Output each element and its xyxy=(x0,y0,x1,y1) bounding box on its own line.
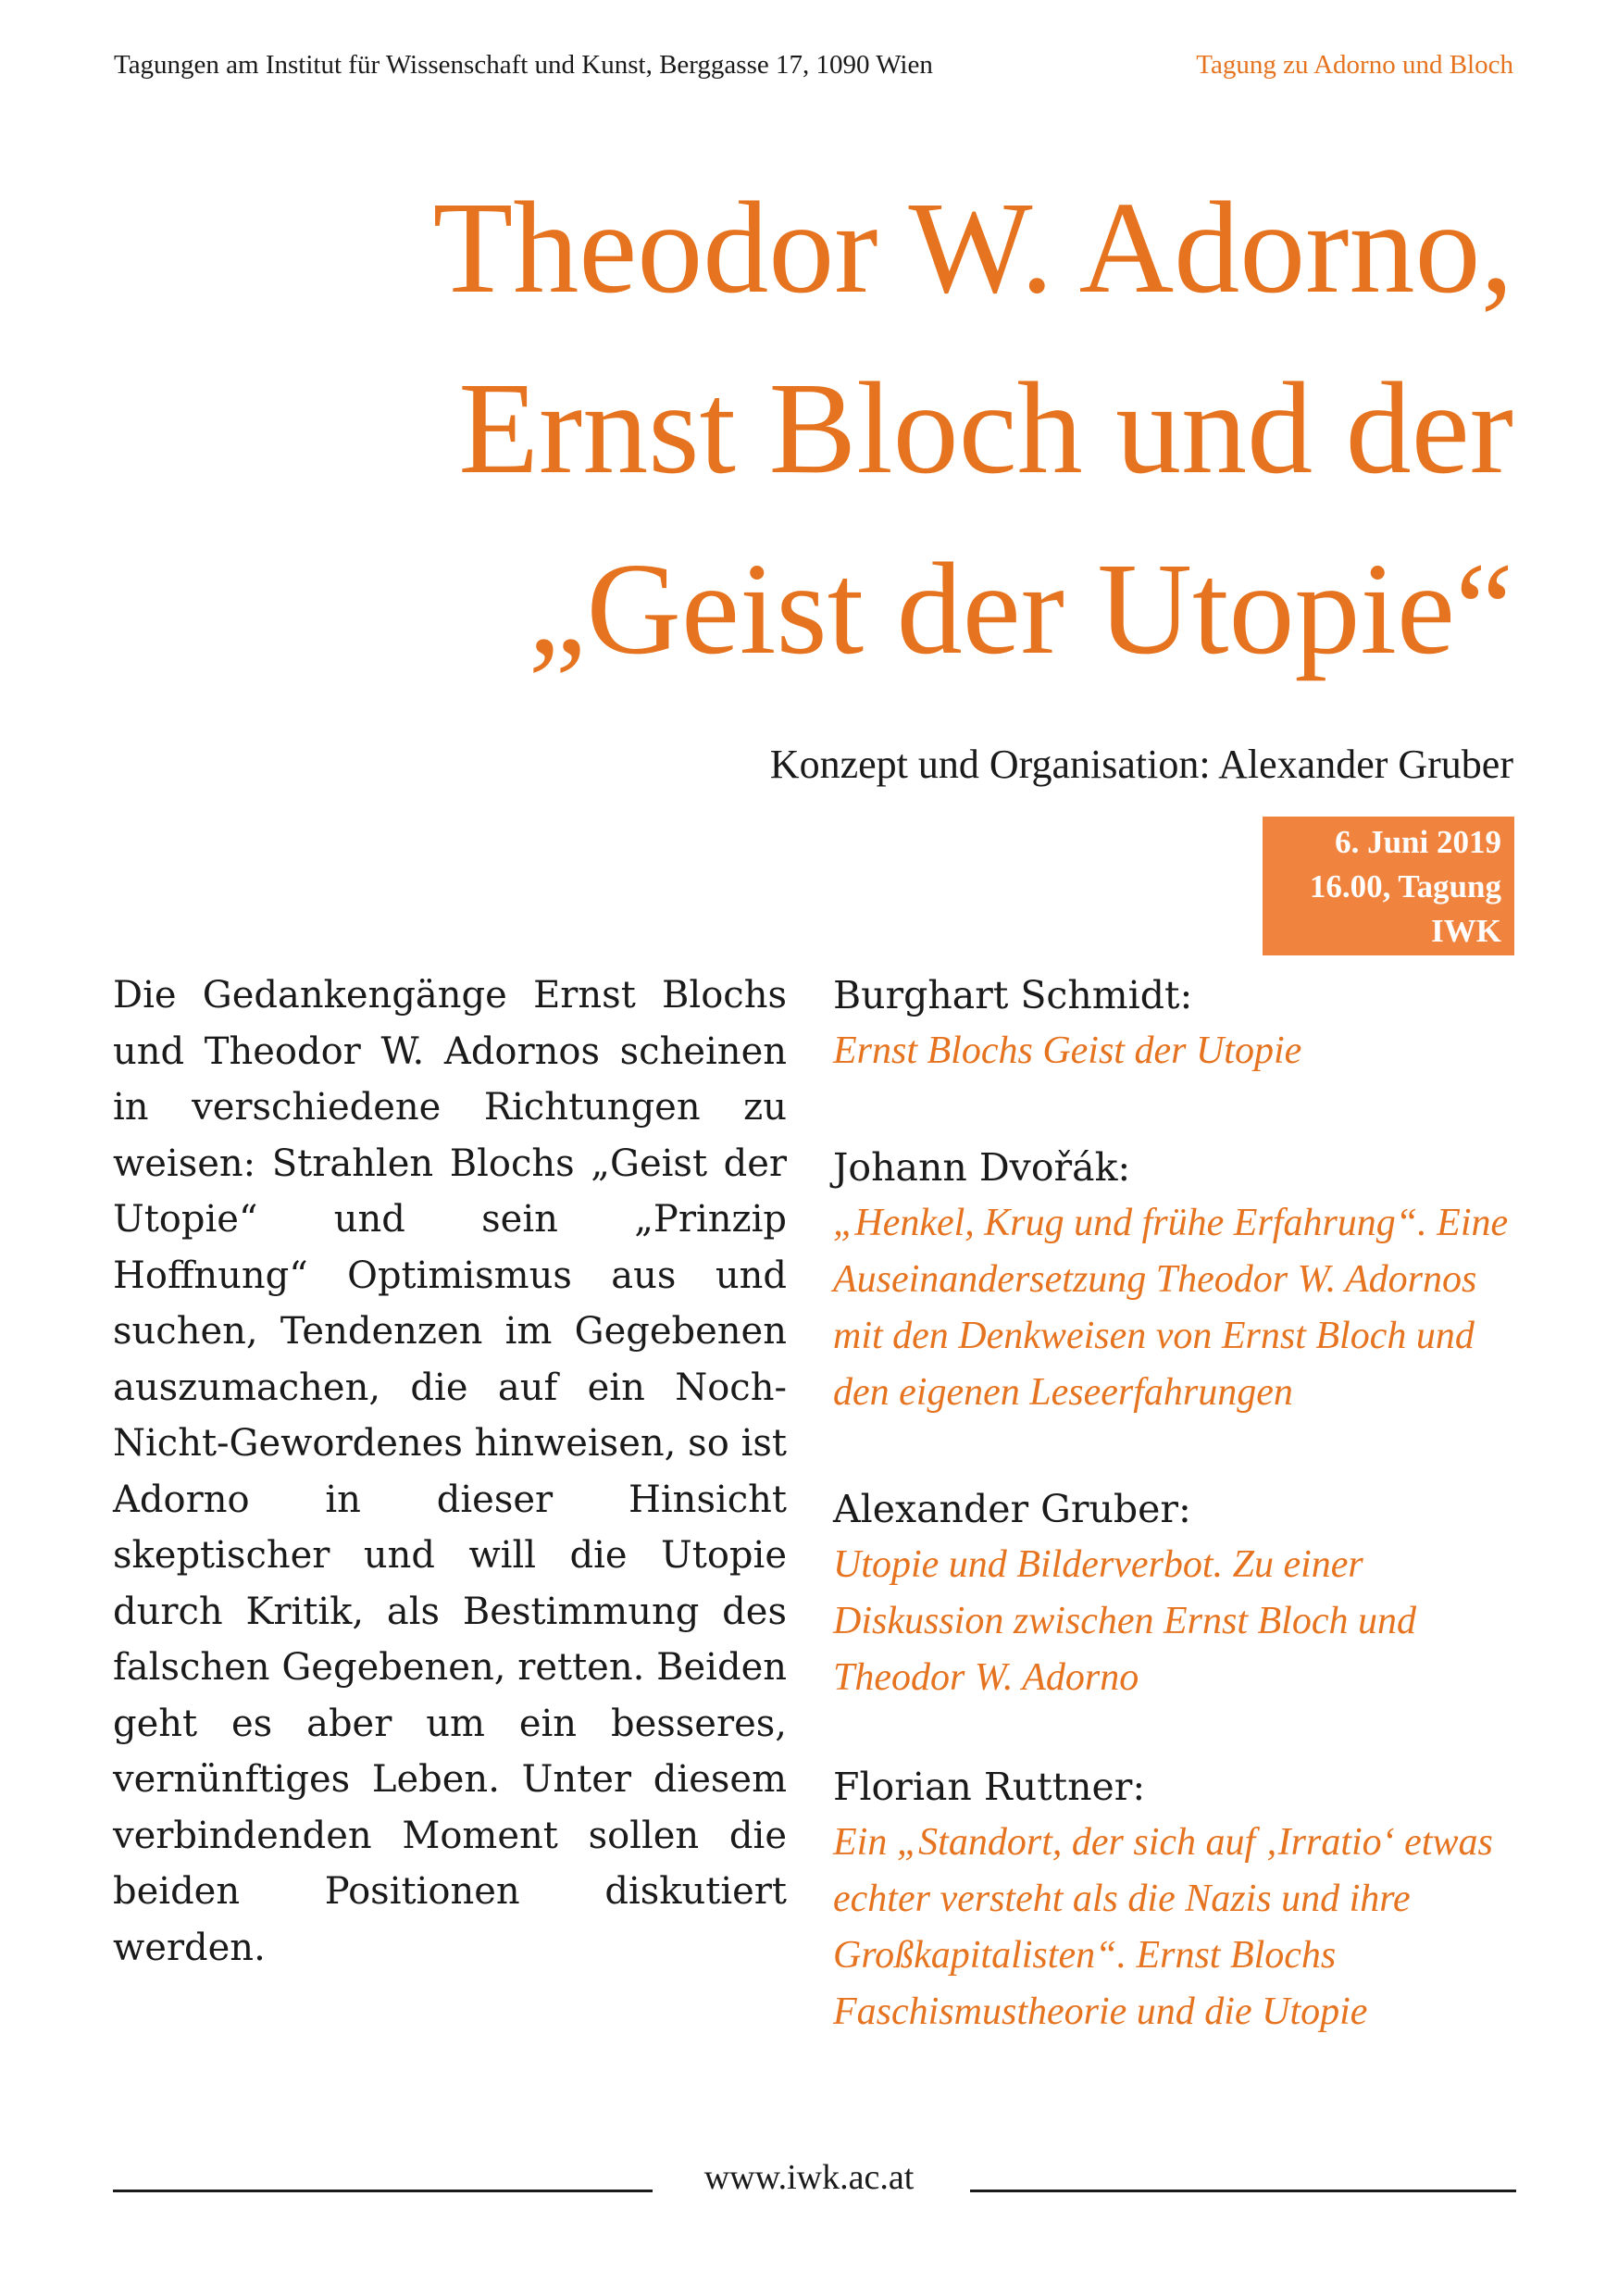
footer-rule-right xyxy=(970,2190,1516,2192)
page-title xyxy=(125,157,1513,699)
talk-title: Utopie und Bilderverbot. Zu einer Diskussion zwischen Ernst Bloch und Theodor W. Adorno xyxy=(833,1543,1416,1699)
talk-title: „Henkel, Krug und frühe Erfahrung“. Eine Auseinandersetzung Theodor W. Adornos mit den Denkweisen von Ernst Bloch und den eigenen Leseerfahrungen xyxy=(833,1202,1509,1414)
header-event-label: Tagung zu Adorno und Bloch xyxy=(1196,50,1513,80)
organizer-credit: Konzept und Organisation: Alexander Gruber xyxy=(769,742,1513,787)
talk-item xyxy=(833,1481,1518,1706)
talk-speaker: Burghart Schmidt: xyxy=(833,973,1193,1017)
talk-item xyxy=(833,1140,1518,1421)
title-line-3: „Geist der Utopie“ xyxy=(528,535,1513,681)
title-line-2: Ernst Bloch und der xyxy=(458,355,1513,501)
event-date: 6. Juni 2019 xyxy=(1335,824,1501,860)
talk-title: Ein „Standort, der sich auf ‚Irratio‘ etwas echter versteht als die Nazis und ihre Großkapitalisten“. Ernst Blochs Faschismustheorie und die Utopie xyxy=(833,1821,1493,2033)
talk-speaker: Alexander Gruber: xyxy=(833,1487,1191,1531)
event-time: 16.00, Tagung xyxy=(1309,868,1501,905)
talk-speaker: Johann Dvořák: xyxy=(833,1145,1131,1190)
header-venue-text: Tagungen am Institut für Wissenschaft und Kunst, Berggasse 17, 1090 Wien xyxy=(114,50,933,80)
talk-item xyxy=(833,1759,1518,2040)
abstract-text: Die Gedankengänge Ernst Blochs und Theodor W. Adornos scheinen in verschiedene Richtungen zu weisen: Strahlen Blochs „Geist der Utopie“ und sein „Prinzip Hoffnung“ Optimismus aus und suchen, Tendenzen im Gegebenen auszumachen, die auf ein Noch-Nicht-Gewordenes hinweisen, so ist Adorno in dieser Hinsicht skeptischer und will die Utopie durch Kritik, als Bestimmung des falschen Gegebenen, retten. Beiden geht es aber um ein besseres, vernünftiges Leben. Unter diesem verbindenden Moment sollen die beiden Positionen diskutiert werden. xyxy=(113,974,787,1969)
talk-title: Ernst Blochs Geist der Utopie xyxy=(833,1029,1302,1072)
event-info-box xyxy=(1263,817,1514,955)
talk-item xyxy=(833,967,1518,1079)
talk-speaker: Florian Ruttner: xyxy=(833,1765,1146,1809)
event-venue: IWK xyxy=(1431,913,1501,949)
title-line-1: Theodor W. Adorno, xyxy=(432,174,1513,320)
footer-url: www.iwk.ac.at xyxy=(703,2158,915,2197)
